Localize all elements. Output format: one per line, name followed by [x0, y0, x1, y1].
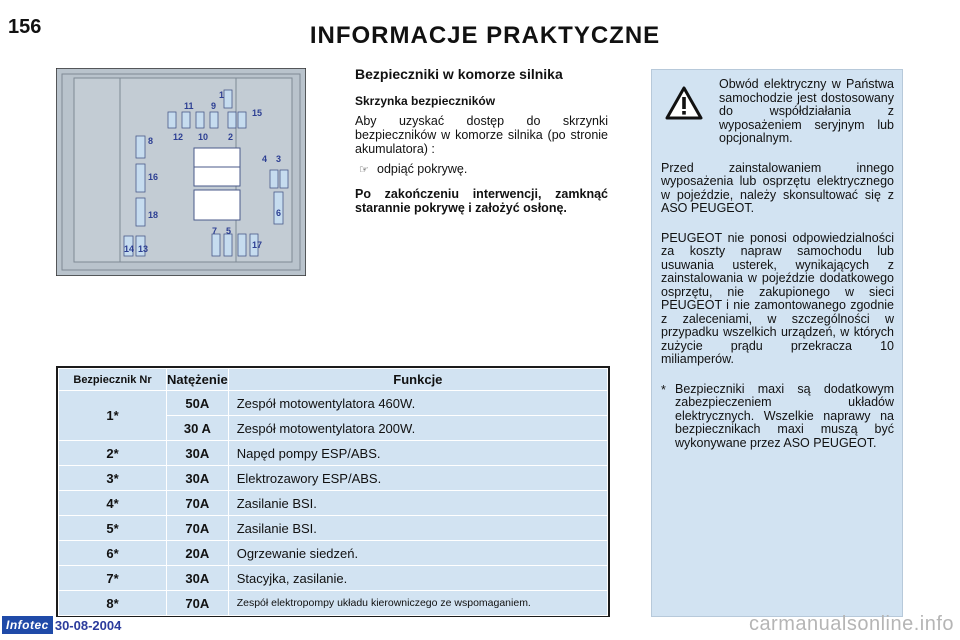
current-cell: 50A: [167, 391, 229, 416]
page-title: INFORMACJE PRAKTYCZNE: [309, 22, 661, 49]
section-subheading: Skrzynka bezpieczników: [355, 94, 496, 108]
table-header-row: [59, 369, 608, 391]
page-number: 156: [8, 16, 42, 38]
table-row: [59, 491, 608, 516]
access-instructions: Aby uzyskać dostęp do skrzynki bezpieczników w komorze silnika (po stronie akumulatora) :: [355, 114, 608, 156]
liability-note: PEUGEOT nie ponosi odpowiedzialności za koszty napraw samochodu lub usuwania usterek, wynikających z zainstalowania w pojeździe dodatkowego osprzętu, nie zakupionego w sieci PEUGEOT i nie zamontowanego zgodnie z zaleceniami, w szczególności w przypadku wszelkich urządzeń, w których zużycie prądu przekracza 10 miliamperów.: [661, 230, 894, 366]
current-cell: 70A: [167, 516, 229, 541]
current-cell: 20A: [167, 541, 229, 566]
current-cell: 30 A: [167, 416, 229, 441]
function-cell: Zespół motowentylatora 460W.: [228, 391, 607, 416]
current-cell: 30A: [167, 466, 229, 491]
fuse-label: 4: [262, 154, 268, 164]
function-cell: Elektrozawory ESP/ABS.: [228, 466, 607, 491]
table-row: [59, 466, 608, 491]
table-row: [59, 566, 608, 591]
fuse-table: [58, 368, 608, 616]
footnote-text: Bezpieczniki maxi są dodatkowym zabezpieczeniem układów elektrycznych. Wszelkie naprawy na bezpiecznikach maxi muszą być wykonywane przez ASO PEUGEOT.: [675, 381, 894, 450]
fuse-label: 2: [228, 132, 234, 142]
fuse-label: 12: [173, 132, 184, 142]
fuse-label: 7: [212, 226, 218, 236]
table-row: [59, 541, 608, 566]
step-item: [355, 162, 608, 177]
fuse-number-cell: 4*: [59, 491, 167, 516]
current-cell: 30A: [167, 441, 229, 466]
table-row: [59, 441, 608, 466]
fuse-label: 9: [211, 101, 217, 111]
pointing-hand-icon: ☞: [359, 164, 369, 176]
electrical-notes-panel: [651, 69, 903, 617]
function-cell: Napęd pompy ESP/ABS.: [228, 441, 607, 466]
fuse-label: 15: [252, 108, 263, 118]
warning-text: Obwód elektryczny w Państwa samochodzie jest dostosowany do współdziałania z wyposażeniem seryjnym lub opcjonalnym.: [719, 77, 894, 145]
maxi-fuse-footnote: [661, 383, 894, 451]
fuse-number-cell: 2*: [59, 441, 167, 466]
column-header-functions: Funkcje: [228, 369, 607, 391]
warning-block: [661, 78, 894, 146]
fuse-label: 14: [124, 244, 135, 254]
closing-instruction: Po zakończeniu interwencji, zamknąć starannie pokrywę i założyć osłonę.: [355, 187, 608, 215]
function-cell: Ogrzewanie siedzeń.: [228, 541, 607, 566]
fuse-label: 8: [148, 136, 154, 146]
function-cell: Zasilanie BSI.: [228, 491, 607, 516]
infotec-logo: Infotec: [2, 616, 53, 634]
fuse-label: 1: [219, 90, 225, 100]
function-cell: Zespół elektropompy układu kierowniczego ze wspomaganiem.: [228, 591, 607, 616]
consult-note: Przed zainstalowaniem innego wyposażenia lub osprzętu elektrycznego w pojeździe, należy skonsultować się z ASO PEUGEOT.: [661, 160, 894, 215]
fuse-number-cell: 8*: [59, 591, 167, 616]
footer: [2, 616, 121, 634]
fuse-label: 5: [226, 226, 232, 236]
fuse-number-cell: 6*: [59, 541, 167, 566]
step-text: odpiąć pokrywę.: [377, 162, 468, 176]
fuse-label: 10: [198, 132, 209, 142]
fuse-label: 17: [252, 240, 263, 250]
warning-triangle-icon: [661, 78, 713, 146]
footnote-mark: *: [661, 382, 666, 397]
function-cell: Zespół motowentylatora 200W.: [228, 416, 607, 441]
fuse-label: 6: [276, 208, 282, 218]
table-row: [59, 516, 608, 541]
function-cell: Zasilanie BSI.: [228, 516, 607, 541]
fuse-number-cell: 3*: [59, 466, 167, 491]
fuse-box-diagram: [56, 68, 306, 276]
fuse-box-section: [355, 66, 608, 215]
fuse-label: 13: [138, 244, 149, 254]
column-header-current: Natężenie: [167, 369, 229, 391]
section-heading: Bezpieczniki w komorze silnika: [355, 66, 563, 82]
watermark: carmanualsonline.info: [748, 613, 954, 635]
print-date: 30-08-2004: [54, 617, 122, 633]
fuse-label: 18: [148, 210, 159, 220]
function-cell: Stacyjka, zasilanie.: [228, 566, 607, 591]
table-row: [59, 391, 608, 416]
fuse-label: 16: [148, 172, 159, 182]
table-row: [59, 591, 608, 616]
column-header-fuse-number: Bezpiecznik Nr: [59, 369, 167, 391]
fuse-label: 11: [184, 101, 194, 111]
fuse-number-cell: 5*: [59, 516, 167, 541]
fuse-label: 3: [276, 154, 282, 164]
fuse-number-cell: 1*: [59, 391, 167, 441]
current-cell: 30A: [167, 566, 229, 591]
current-cell: 70A: [167, 591, 229, 616]
fuse-number-cell: 7*: [59, 566, 167, 591]
current-cell: 70A: [167, 491, 229, 516]
